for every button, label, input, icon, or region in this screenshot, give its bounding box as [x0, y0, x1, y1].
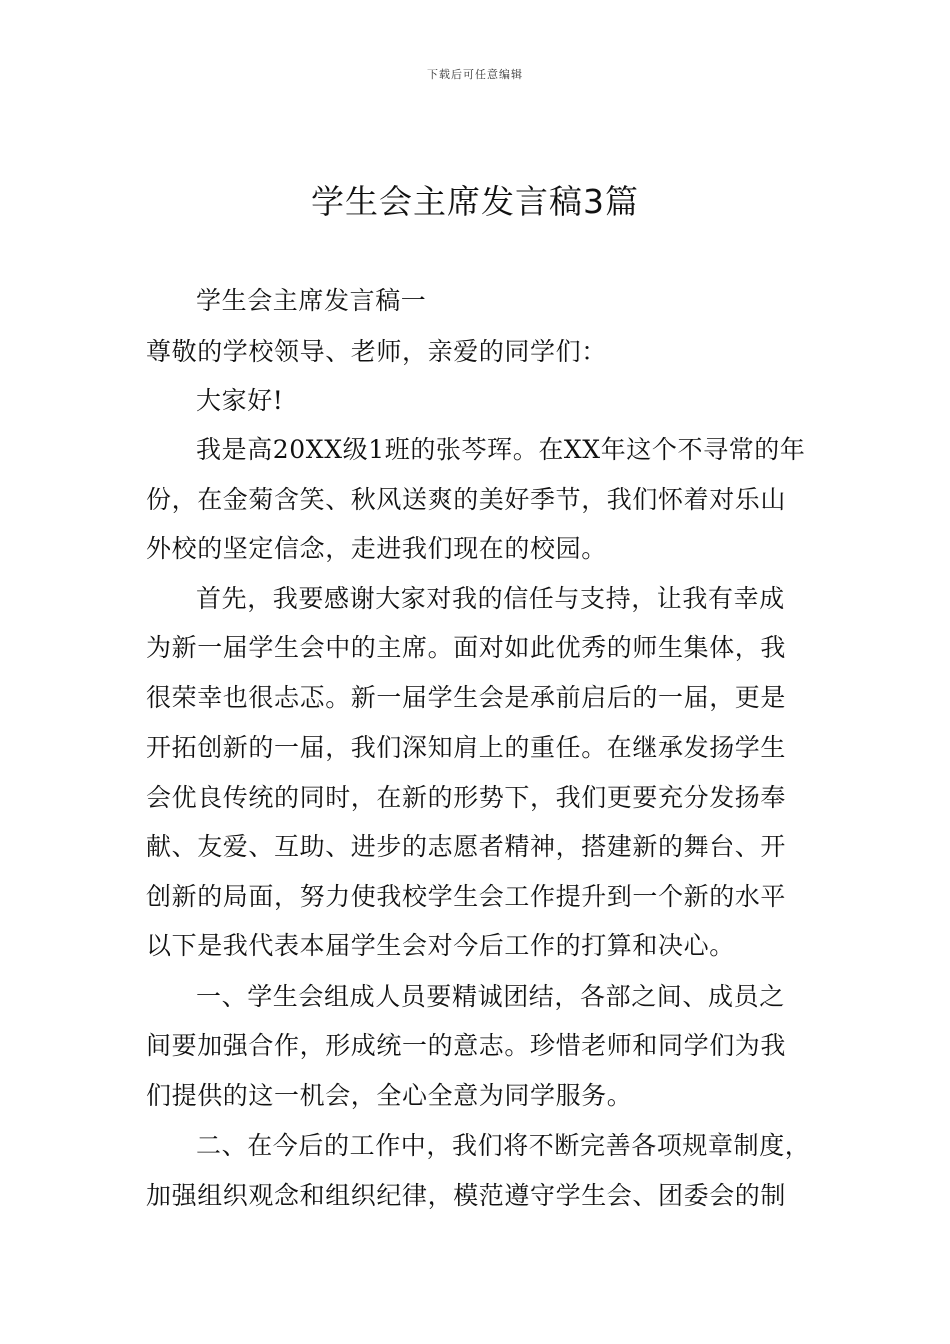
- paragraph-line: 创新的局面，努力使我校学生会工作提升到一个新的水平: [146, 882, 787, 911]
- paragraph-line: 份，在金菊含笑、秋风送爽的美好季节，我们怀着对乐山: [146, 485, 787, 514]
- header-note: 下载后可任意编辑: [427, 68, 523, 81]
- paragraph-line: 献、友爱、互助、进步的志愿者精神，搭建新的舞台、开: [146, 832, 787, 861]
- paragraph-line: 们提供的这一机会，全心全意为同学服务。: [146, 1081, 633, 1110]
- paragraph-line: 首先，我要感谢大家对我的信任与支持，让我有幸成: [196, 584, 785, 613]
- document-title: 学生会主席发言稿3篇: [311, 182, 639, 221]
- paragraph-line: 加强组织观念和组织纪律，模范遵守学生会、团委会的制: [146, 1181, 787, 1210]
- paragraph-line: 一、学生会组成人员要精诚团结，各部之间、成员之: [196, 982, 785, 1011]
- paragraph-line: 二、在今后的工作中，我们将不断完善各项规章制度，: [196, 1131, 811, 1160]
- section-heading: 学生会主席发言稿一: [196, 286, 427, 315]
- paragraph-line: 间要加强合作，形成统一的意志。珍惜老师和同学们为我: [146, 1031, 787, 1060]
- paragraph-line: 我是高20XX级1班的张芩珲。在XX年这个不寻常的年: [196, 435, 806, 464]
- paragraph-line: 开拓创新的一届，我们深知肩上的重任。在继承发扬学生: [146, 733, 787, 762]
- paragraph-line: 以下是我代表本届学生会对今后工作的打算和决心。: [146, 931, 735, 960]
- salutation: 尊敬的学校领导、老师，亲爱的同学们：: [146, 337, 607, 366]
- paragraph-line: 很荣幸也很忐忑。新一届学生会是承前启后的一届，更是: [146, 683, 787, 712]
- paragraph-line: 会优良传统的同时，在新的形势下，我们更要充分发扬奉: [146, 783, 787, 812]
- greeting: 大家好!: [196, 386, 284, 415]
- paragraph-line: 外校的坚定信念，走进我们现在的校园。: [146, 534, 607, 563]
- paragraph-line: 为新一届学生会中的主席。面对如此优秀的师生集体，我: [146, 633, 787, 662]
